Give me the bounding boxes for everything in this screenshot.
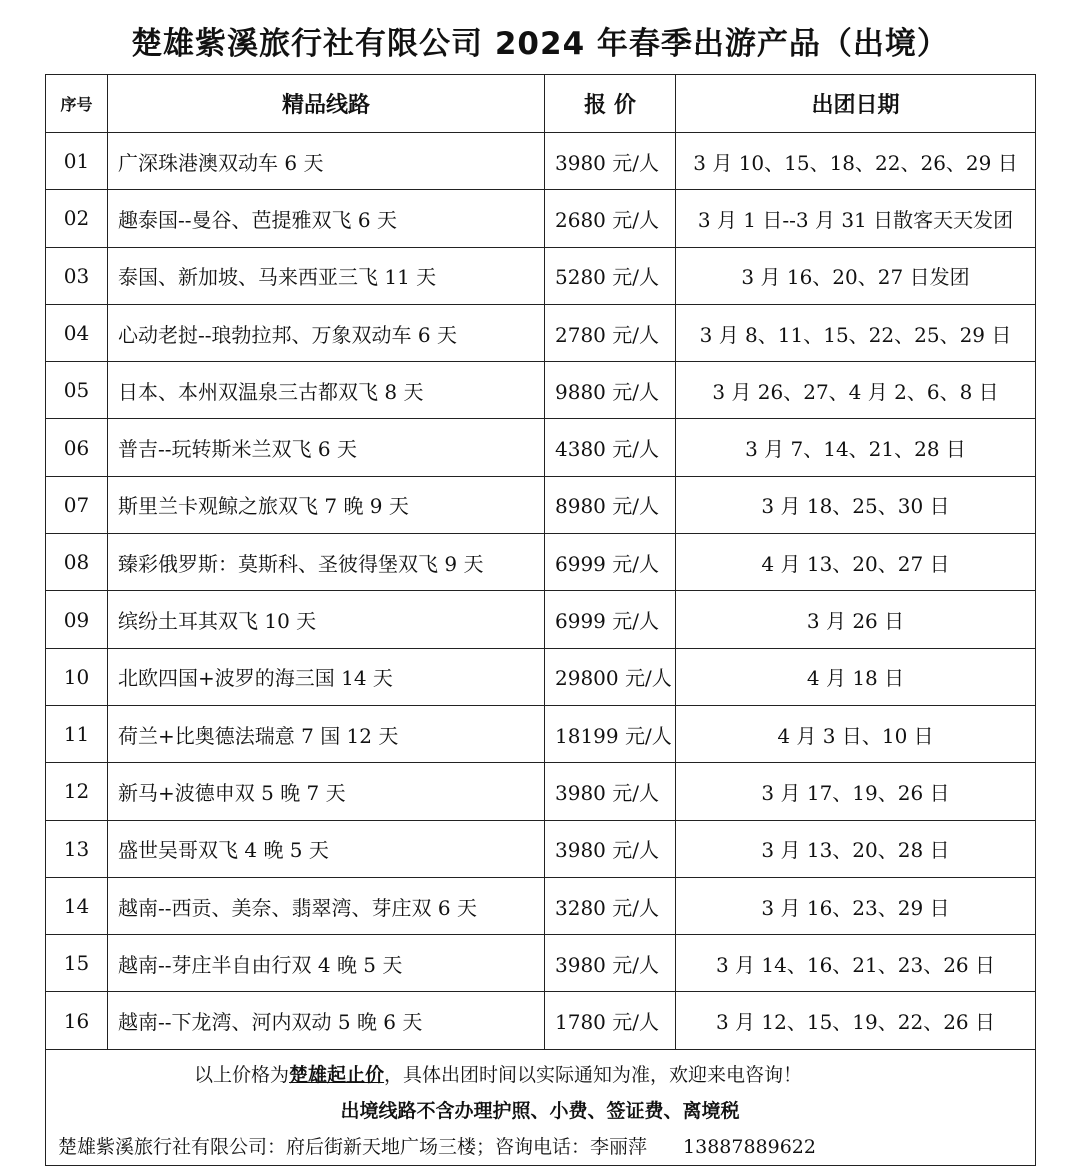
price: 6999 元/人 — [545, 534, 676, 591]
price: 2780 元/人 — [545, 304, 676, 361]
table-row — [46, 820, 1036, 877]
row-number: 14 — [46, 877, 108, 934]
header-price: 报 价 — [545, 75, 676, 133]
row-number: 09 — [46, 591, 108, 648]
page-title: 楚雄紫溪旅行社有限公司 2024 年春季出游产品（出境） — [131, 26, 949, 62]
route-name: 越南--芽庄半自由行双 4 晚 5 天 — [108, 935, 545, 992]
table-row — [46, 190, 1036, 247]
route-name: 斯里兰卡观鲸之旅双飞 7 晚 9 天 — [108, 476, 545, 533]
departure-dates: 3 月 17、19、26 日 — [676, 763, 1036, 820]
route-name: 心动老挝--琅勃拉邦、万象双动车 6 天 — [108, 304, 545, 361]
row-number: 07 — [46, 476, 108, 533]
route-name: 新马+波德申双 5 晚 7 天 — [108, 763, 545, 820]
departure-dates: 3 月 13、20、28 日 — [676, 820, 1036, 877]
table-row — [46, 362, 1036, 419]
contact-address: 楚雄紫溪旅行社有限公司：府后街新天地广场三楼；咨询电话：李丽萍 — [58, 1135, 648, 1158]
route-name: 盛世吴哥双飞 4 晚 5 天 — [108, 820, 545, 877]
row-number: 03 — [46, 247, 108, 304]
table-row — [46, 534, 1036, 591]
price: 5280 元/人 — [545, 247, 676, 304]
departure-dates: 4 月 13、20、27 日 — [676, 534, 1036, 591]
route-name: 泰国、新加坡、马来西亚三飞 11 天 — [108, 247, 545, 304]
departure-dates: 3 月 18、25、30 日 — [676, 476, 1036, 533]
row-number: 02 — [46, 190, 108, 247]
table-row — [46, 476, 1036, 533]
departure-dates: 3 月 16、20、27 日发团 — [676, 247, 1036, 304]
departure-dates: 3 月 14、16、21、23、26 日 — [676, 935, 1036, 992]
price-note — [194, 1060, 802, 1087]
route-name: 北欧四国+波罗的海三国 14 天 — [108, 648, 545, 705]
price: 6999 元/人 — [545, 591, 676, 648]
price: 1780 元/人 — [545, 992, 676, 1049]
price: 3980 元/人 — [545, 820, 676, 877]
route-name: 日本、本州双温泉三古都双飞 8 天 — [108, 362, 545, 419]
departure-dates: 3 月 16、23、29 日 — [676, 877, 1036, 934]
row-number: 08 — [46, 534, 108, 591]
departure-dates: 3 月 26、27、4 月 2、6、8 日 — [676, 362, 1036, 419]
table-row — [46, 304, 1036, 361]
price: 18199 元/人 — [545, 705, 676, 762]
table-row — [46, 935, 1036, 992]
row-number: 13 — [46, 820, 108, 877]
departure-dates: 3 月 7、14、21、28 日 — [676, 419, 1036, 476]
departure-dates: 3 月 8、11、15、22、25、29 日 — [676, 304, 1036, 361]
departure-dates: 4 月 3 日、10 日 — [676, 705, 1036, 762]
footer-notes — [46, 1049, 1036, 1165]
price: 3980 元/人 — [545, 935, 676, 992]
route-name: 普吉--玩转斯米兰双飞 6 天 — [108, 419, 545, 476]
row-number: 01 — [46, 133, 108, 190]
table-row — [46, 133, 1036, 190]
table-row — [46, 648, 1036, 705]
route-name: 缤纷土耳其双飞 10 天 — [108, 591, 545, 648]
route-name: 荷兰+比奥德法瑞意 7 国 12 天 — [108, 705, 545, 762]
departure-dates: 3 月 10、15、18、22、26、29 日 — [676, 133, 1036, 190]
table-row — [46, 877, 1036, 934]
route-name: 趣泰国--曼谷、芭提雅双飞 6 天 — [108, 190, 545, 247]
price-note-prefix: 以上价格为 — [194, 1063, 290, 1086]
header-number: 序号 — [46, 75, 108, 133]
price-note-suffix: ，具体出团时间以实际通知为准，欢迎来电咨询！ — [384, 1063, 803, 1086]
header-dates: 出团日期 — [676, 75, 1036, 133]
departure-dates: 4 月 18 日 — [676, 648, 1036, 705]
row-number: 12 — [46, 763, 108, 820]
table-row — [46, 992, 1036, 1049]
table-row — [46, 419, 1036, 476]
departure-dates: 3 月 1 日--3 月 31 日散客天天发团 — [676, 190, 1036, 247]
price: 2680 元/人 — [545, 190, 676, 247]
product-table — [45, 74, 1036, 1166]
price: 29800 元/人 — [545, 648, 676, 705]
route-name: 越南--下龙湾、河内双动 5 晚 6 天 — [108, 992, 545, 1049]
price: 3980 元/人 — [545, 763, 676, 820]
price: 3980 元/人 — [545, 133, 676, 190]
contact-phone: 13887889622 — [683, 1135, 816, 1158]
price: 8980 元/人 — [545, 476, 676, 533]
price: 9880 元/人 — [545, 362, 676, 419]
row-number: 04 — [46, 304, 108, 361]
table-header-row — [46, 75, 1036, 133]
price: 4380 元/人 — [545, 419, 676, 476]
price: 3280 元/人 — [545, 877, 676, 934]
departure-dates: 3 月 26 日 — [676, 591, 1036, 648]
row-number: 10 — [46, 648, 108, 705]
table-row — [46, 247, 1036, 304]
route-name: 广深珠港澳双动车 6 天 — [108, 133, 545, 190]
footer-row — [46, 1049, 1036, 1165]
row-number: 15 — [46, 935, 108, 992]
table-row — [46, 763, 1036, 820]
exclusion-note: 出境线路不含办理护照、小费、签证费、离境税 — [340, 1099, 740, 1122]
row-number: 06 — [46, 419, 108, 476]
contact-info — [58, 1132, 816, 1159]
header-route: 精品线路 — [108, 75, 545, 133]
route-name: 臻彩俄罗斯：莫斯科、圣彼得堡双飞 9 天 — [108, 534, 545, 591]
price-note-emphasis: 楚雄起止价 — [289, 1063, 385, 1086]
row-number: 16 — [46, 992, 108, 1049]
table-row — [46, 591, 1036, 648]
table-row — [46, 705, 1036, 762]
route-name: 越南--西贡、美奈、翡翠湾、芽庄双 6 天 — [108, 877, 545, 934]
row-number: 11 — [46, 705, 108, 762]
departure-dates: 3 月 12、15、19、22、26 日 — [676, 992, 1036, 1049]
row-number: 05 — [46, 362, 108, 419]
